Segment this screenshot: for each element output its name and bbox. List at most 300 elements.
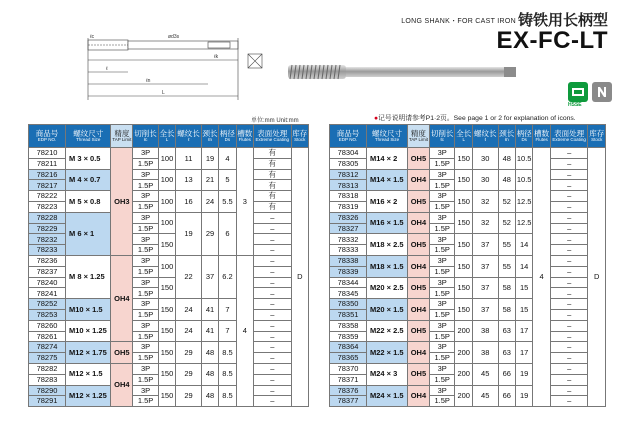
edp-cell: 78351 bbox=[330, 309, 367, 320]
tolerance-cell: OH5 bbox=[407, 191, 429, 213]
col-ds bbox=[515, 125, 532, 148]
col-l bbox=[176, 125, 202, 148]
thread-length-cell: 37 bbox=[472, 277, 498, 299]
table-row bbox=[29, 299, 309, 310]
edp-cell: 78318 bbox=[330, 191, 367, 202]
tolerance-cell: OH5 bbox=[407, 363, 429, 385]
lc-cell: 3P bbox=[133, 212, 159, 223]
shank-dia-cell: 17 bbox=[515, 320, 532, 342]
length-cell: 100 bbox=[158, 255, 175, 277]
coating-cell: – bbox=[550, 245, 588, 256]
lc-cell: 3P bbox=[133, 277, 159, 288]
col-thread-cn: 螺纹尺寸 bbox=[371, 128, 402, 138]
thread-cell: M18 × 2.5 bbox=[367, 234, 408, 256]
thread-cell: M10 × 1.5 bbox=[66, 299, 111, 321]
length-cell: 150 bbox=[158, 320, 175, 342]
length-cell: 150 bbox=[455, 212, 472, 234]
edp-cell: 78253 bbox=[29, 309, 66, 320]
table-row bbox=[29, 385, 309, 396]
coating-cell: 有 bbox=[254, 169, 292, 180]
lc-cell: 1.5P bbox=[429, 266, 455, 277]
neck-length-cell: 55 bbox=[498, 255, 515, 277]
coating-cell: – bbox=[550, 148, 588, 159]
coating-cell: – bbox=[550, 191, 588, 202]
edp-cell: 78376 bbox=[330, 385, 367, 396]
col-thread bbox=[367, 125, 408, 148]
col-L bbox=[158, 125, 175, 148]
neck-length-cell: 63 bbox=[498, 320, 515, 342]
tap-product-image bbox=[286, 58, 518, 86]
length-cell: 150 bbox=[158, 385, 175, 407]
edp-cell: 78319 bbox=[330, 201, 367, 212]
spec-table-right bbox=[329, 124, 606, 407]
col-l-en: ℓ bbox=[484, 137, 486, 142]
coating-cell: – bbox=[254, 331, 292, 342]
neck-length-cell: 66 bbox=[498, 385, 515, 407]
length-cell: 150 bbox=[455, 148, 472, 170]
edp-cell: 78260 bbox=[29, 320, 66, 331]
neck-length-cell: 41 bbox=[201, 320, 218, 342]
col-edp bbox=[29, 125, 66, 148]
thread-length-cell: 45 bbox=[472, 385, 498, 407]
coating-cell: – bbox=[254, 374, 292, 385]
edp-cell: 78305 bbox=[330, 158, 367, 169]
thread-length-cell: 13 bbox=[176, 169, 202, 191]
table-row bbox=[330, 148, 606, 159]
neck-length-cell: 55 bbox=[498, 234, 515, 256]
thread-length-cell: 32 bbox=[472, 212, 498, 234]
col-l-cn: 螺纹长 bbox=[473, 128, 497, 138]
thread-length-cell: 32 bbox=[472, 191, 498, 213]
lc-cell: 1.5P bbox=[133, 353, 159, 364]
table-row bbox=[330, 212, 606, 223]
tolerance-cell: OH5 bbox=[407, 320, 429, 342]
table-row bbox=[29, 212, 309, 223]
coating-cell: – bbox=[550, 385, 588, 396]
neck-length-cell: 24 bbox=[201, 191, 218, 213]
lc-cell: 1.5P bbox=[133, 266, 159, 277]
shank-dia-cell: 10.5 bbox=[515, 169, 532, 191]
thread-length-cell: 38 bbox=[472, 320, 498, 342]
col-tol-en: TAP Limit bbox=[112, 137, 132, 142]
icon-explanation-note bbox=[374, 112, 576, 122]
shank-dia-cell: 12.5 bbox=[515, 191, 532, 213]
col-coat bbox=[254, 125, 292, 148]
shank-dia-cell: 5 bbox=[219, 169, 236, 191]
neck-length-cell: 19 bbox=[201, 148, 218, 170]
col-ln-cn: 颈长 bbox=[499, 128, 515, 138]
coating-cell: – bbox=[254, 266, 292, 277]
thread-length-cell: 22 bbox=[176, 255, 202, 298]
series-subtitle: LONG SHANK・FOR CAST IRON bbox=[401, 18, 516, 25]
unit-note: 单位:mm Unit:mm bbox=[251, 118, 299, 124]
flutes-cell: 4 bbox=[533, 148, 550, 407]
col-thread-en: Thread Size bbox=[76, 137, 101, 142]
coating-cell: – bbox=[550, 299, 588, 310]
tolerance-cell: OH4 bbox=[407, 255, 429, 277]
lc-cell: 3P bbox=[429, 191, 455, 202]
edp-cell: 78237 bbox=[29, 266, 66, 277]
lc-cell: 1.5P bbox=[429, 309, 455, 320]
col-ds-en: Ds bbox=[224, 137, 231, 142]
thread-cell: M 5 × 0.8 bbox=[66, 191, 111, 213]
lc-cell: 1.5P bbox=[429, 331, 455, 342]
table-row bbox=[330, 191, 606, 202]
series-title-cn: 铸铁用长柄型 bbox=[517, 12, 608, 29]
neck-length-cell: 37 bbox=[201, 255, 218, 298]
thread-length-cell: 37 bbox=[472, 255, 498, 277]
edp-cell: 78332 bbox=[330, 234, 367, 245]
col-L-cn: 全长 bbox=[159, 128, 175, 138]
thread-cell: M14 × 2 bbox=[367, 148, 408, 170]
tolerance-cell: OH4 bbox=[111, 255, 133, 341]
col-l-cn: 螺纹长 bbox=[177, 128, 200, 138]
coating-cell: – bbox=[254, 234, 292, 245]
length-cell: 150 bbox=[158, 299, 175, 321]
shank-dia-cell: 8.5 bbox=[219, 342, 236, 364]
thread-cell: M 8 × 1.25 bbox=[66, 255, 111, 298]
tolerance-cell: OH5 bbox=[407, 277, 429, 299]
coating-cell: 有 bbox=[254, 201, 292, 212]
col-coat-en: Extreme Coating bbox=[552, 137, 586, 142]
table-row bbox=[330, 169, 606, 180]
tolerance-cell: OH4 bbox=[407, 342, 429, 364]
edp-cell: 78377 bbox=[330, 396, 367, 407]
col-stock-en: Stock bbox=[591, 137, 603, 142]
col-lc-cn: 切削长 bbox=[134, 128, 157, 138]
coating-cell: – bbox=[550, 342, 588, 353]
thread-length-cell: 30 bbox=[472, 169, 498, 191]
coating-cell: – bbox=[550, 266, 588, 277]
col-lc-en: ℓc bbox=[440, 137, 445, 142]
shank-dia-cell: 15 bbox=[515, 277, 532, 299]
lc-cell: 1.5P bbox=[429, 158, 455, 169]
edp-cell: 78240 bbox=[29, 277, 66, 288]
coating-cell: – bbox=[254, 299, 292, 310]
thread-length-cell: 38 bbox=[472, 342, 498, 364]
table-row bbox=[330, 277, 606, 288]
label-ln: ℓn bbox=[146, 78, 151, 84]
neck-length-cell: 21 bbox=[201, 169, 218, 191]
length-cell: 100 bbox=[158, 169, 175, 191]
col-ds-cn: 柄径 bbox=[219, 128, 235, 138]
tolerance-cell: OH4 bbox=[407, 212, 429, 234]
edp-cell: 78370 bbox=[330, 363, 367, 374]
lc-cell: 3P bbox=[133, 234, 159, 245]
lc-cell: 1.5P bbox=[429, 396, 455, 407]
coating-cell: – bbox=[550, 255, 588, 266]
length-cell: 100 bbox=[158, 212, 175, 234]
shank-dia-cell: 8.5 bbox=[219, 385, 236, 407]
table-row bbox=[330, 342, 606, 353]
note-text: 记号说明请参考P1·2页。See page 1 or 2 for explanation of icons. bbox=[378, 115, 576, 122]
shank-dia-cell: 17 bbox=[515, 342, 532, 364]
label-lc: ℓc bbox=[90, 34, 95, 40]
col-L-en: L bbox=[165, 137, 169, 142]
thread-cell: M12 × 1.25 bbox=[66, 385, 111, 407]
edp-cell: 78233 bbox=[29, 245, 66, 256]
neck-length-cell: 63 bbox=[498, 342, 515, 364]
edp-cell: 78364 bbox=[330, 342, 367, 353]
neck-length-cell: 48 bbox=[498, 148, 515, 170]
edp-cell: 78339 bbox=[330, 266, 367, 277]
model-name: EX-FC-LT bbox=[496, 27, 608, 54]
thread-cell: M24 × 3 bbox=[367, 363, 408, 385]
coating-cell: – bbox=[550, 212, 588, 223]
neck-length-cell: 48 bbox=[201, 385, 218, 407]
thread-length-cell: 30 bbox=[472, 148, 498, 170]
col-edp bbox=[330, 125, 367, 148]
lc-cell: 1.5P bbox=[133, 158, 159, 169]
edp-cell: 78365 bbox=[330, 353, 367, 364]
edp-cell: 78291 bbox=[29, 396, 66, 407]
thread-length-cell: 37 bbox=[472, 299, 498, 321]
lc-cell: 1.5P bbox=[429, 201, 455, 212]
tolerance-cell: OH3 bbox=[111, 148, 133, 256]
bullet-icon: ● bbox=[374, 115, 379, 122]
col-l bbox=[472, 125, 498, 148]
thread-length-cell: 19 bbox=[176, 212, 202, 255]
thread-cell: M22 × 1.5 bbox=[367, 342, 408, 364]
lc-cell: 1.5P bbox=[429, 353, 455, 364]
neck-length-cell: 48 bbox=[201, 342, 218, 364]
stock-cell: D bbox=[588, 148, 606, 407]
icon-badges bbox=[568, 82, 614, 108]
lc-cell: 1.5P bbox=[133, 288, 159, 299]
header-row bbox=[330, 125, 606, 148]
col-ds-cn: 柄径 bbox=[516, 128, 532, 138]
edp-cell: 78232 bbox=[29, 234, 66, 245]
lc-cell: 1.5P bbox=[133, 396, 159, 407]
col-lc bbox=[133, 125, 159, 148]
coating-cell: – bbox=[550, 158, 588, 169]
table-row bbox=[29, 363, 309, 374]
length-cell: 100 bbox=[158, 191, 175, 213]
shank-dia-cell: 6 bbox=[219, 212, 236, 255]
tolerance-cell: OH5 bbox=[407, 234, 429, 256]
neck-length-cell: 41 bbox=[201, 299, 218, 321]
shank-dia-cell: 14 bbox=[515, 234, 532, 256]
thread-length-cell: 45 bbox=[472, 363, 498, 385]
col-tol-cn: 精度 bbox=[410, 128, 426, 138]
lc-cell: 3P bbox=[429, 169, 455, 180]
lc-cell: 1.5P bbox=[429, 223, 455, 234]
coating-cell: – bbox=[254, 288, 292, 299]
coating-cell: – bbox=[254, 342, 292, 353]
tolerance-cell: OH5 bbox=[111, 342, 133, 364]
col-thread-en: Thread Size bbox=[374, 137, 400, 142]
lc-cell: 3P bbox=[133, 255, 159, 266]
coating-cell: – bbox=[550, 353, 588, 364]
coating-cell: – bbox=[254, 277, 292, 288]
tolerance-cell: OH4 bbox=[111, 363, 133, 406]
thread-length-cell: 24 bbox=[176, 299, 202, 321]
coating-cell: – bbox=[254, 309, 292, 320]
coating-cell: 有 bbox=[254, 158, 292, 169]
length-cell: 200 bbox=[455, 320, 472, 342]
lc-cell: 3P bbox=[429, 320, 455, 331]
tolerance-cell: OH5 bbox=[407, 148, 429, 170]
shank-dia-cell: 19 bbox=[515, 385, 532, 407]
length-cell: 200 bbox=[455, 363, 472, 385]
edp-cell: 78350 bbox=[330, 299, 367, 310]
thread-cell: M14 × 1.5 bbox=[367, 169, 408, 191]
edp-cell: 78275 bbox=[29, 353, 66, 364]
table-row bbox=[29, 148, 309, 159]
length-cell: 150 bbox=[455, 299, 472, 321]
edp-cell: 78338 bbox=[330, 255, 367, 266]
lc-cell: 1.5P bbox=[133, 331, 159, 342]
coating-cell: – bbox=[254, 363, 292, 374]
neck-length-cell: 52 bbox=[498, 212, 515, 234]
coating-cell: – bbox=[550, 234, 588, 245]
edp-cell: 78312 bbox=[330, 169, 367, 180]
thread-cell: M12 × 1.5 bbox=[66, 363, 111, 385]
edp-cell: 78344 bbox=[330, 277, 367, 288]
coating-cell: – bbox=[550, 169, 588, 180]
n-icon bbox=[592, 82, 612, 102]
length-cell: 150 bbox=[455, 277, 472, 299]
col-edp-en: EDP NO. bbox=[37, 137, 57, 142]
lc-cell: 3P bbox=[133, 169, 159, 180]
lc-cell: 1.5P bbox=[133, 201, 159, 212]
col-stock bbox=[291, 125, 308, 148]
edp-cell: 78313 bbox=[330, 180, 367, 191]
col-l-en: ℓ bbox=[187, 137, 190, 142]
hsse-icon bbox=[568, 82, 588, 102]
table-row bbox=[29, 320, 309, 331]
flutes-cell: 3 bbox=[236, 148, 253, 256]
col-lc-cn: 切削长 bbox=[430, 128, 454, 138]
neck-length-cell: 48 bbox=[498, 169, 515, 191]
lc-cell: 1.5P bbox=[429, 374, 455, 385]
coating-cell: – bbox=[550, 363, 588, 374]
length-cell: 200 bbox=[455, 342, 472, 364]
edp-cell: 78282 bbox=[29, 363, 66, 374]
length-cell: 200 bbox=[455, 385, 472, 407]
shank-dia-cell: 12.5 bbox=[515, 212, 532, 234]
lc-cell: 1.5P bbox=[133, 374, 159, 385]
col-coat-en: Extreme Coating bbox=[255, 137, 290, 142]
shank-dia-cell: 10.5 bbox=[515, 148, 532, 170]
edp-cell: 78304 bbox=[330, 148, 367, 159]
thread-length-cell: 37 bbox=[472, 234, 498, 256]
table-row bbox=[29, 191, 309, 202]
lc-cell: 3P bbox=[429, 385, 455, 396]
coating-cell: 有 bbox=[254, 148, 292, 159]
thread-length-cell: 29 bbox=[176, 342, 202, 364]
lc-cell: 1.5P bbox=[429, 288, 455, 299]
tolerance-cell: OH4 bbox=[407, 385, 429, 407]
edp-cell: 78228 bbox=[29, 212, 66, 223]
lc-cell: 3P bbox=[133, 385, 159, 396]
coating-cell: – bbox=[254, 212, 292, 223]
coating-cell: – bbox=[550, 331, 588, 342]
thread-cell: M20 × 2.5 bbox=[367, 277, 408, 299]
thread-length-cell: 11 bbox=[176, 148, 202, 170]
col-lc bbox=[429, 125, 455, 148]
table-row bbox=[330, 320, 606, 331]
lc-cell: 1.5P bbox=[429, 245, 455, 256]
tap-dimension-drawing bbox=[68, 30, 288, 108]
stock-cell: D bbox=[291, 148, 308, 407]
coating-cell: – bbox=[550, 320, 588, 331]
coating-cell: 有 bbox=[254, 191, 292, 202]
thread-cell: M 4 × 0.7 bbox=[66, 169, 111, 191]
edp-cell: 78252 bbox=[29, 299, 66, 310]
thread-length-cell: 24 bbox=[176, 320, 202, 342]
table-row bbox=[330, 234, 606, 245]
col-coat-cn: 表面处理 bbox=[554, 128, 585, 138]
col-stock bbox=[588, 125, 606, 148]
edp-cell: 78236 bbox=[29, 255, 66, 266]
lc-cell: 3P bbox=[133, 320, 159, 331]
col-ln-cn: 颈长 bbox=[202, 128, 218, 138]
hsse-label: HSSE bbox=[568, 102, 582, 108]
table-row bbox=[29, 342, 309, 353]
coating-cell: – bbox=[254, 223, 292, 234]
coating-cell: – bbox=[550, 223, 588, 234]
header-row bbox=[29, 125, 309, 148]
neck-length-cell: 66 bbox=[498, 363, 515, 385]
shank-dia-cell: 14 bbox=[515, 255, 532, 277]
edp-cell: 78223 bbox=[29, 201, 66, 212]
coating-cell: – bbox=[254, 245, 292, 256]
lc-cell: 3P bbox=[429, 363, 455, 374]
thread-length-cell: 29 bbox=[176, 385, 202, 407]
edp-cell: 78216 bbox=[29, 169, 66, 180]
table-row bbox=[330, 385, 606, 396]
col-flutes bbox=[533, 125, 550, 148]
coating-cell: – bbox=[254, 255, 292, 266]
shank-dia-cell: 19 bbox=[515, 363, 532, 385]
thread-length-cell: 29 bbox=[176, 363, 202, 385]
label-kc: ℓk bbox=[214, 54, 219, 60]
lc-cell: 3P bbox=[429, 299, 455, 310]
neck-length-cell: 58 bbox=[498, 277, 515, 299]
col-stock-cn: 库存 bbox=[589, 128, 605, 138]
spec-table-left bbox=[28, 124, 309, 407]
shank-dia-cell: 15 bbox=[515, 299, 532, 321]
edp-cell: 78229 bbox=[29, 223, 66, 234]
edp-cell: 78359 bbox=[330, 331, 367, 342]
coating-cell: – bbox=[550, 396, 588, 407]
edp-cell: 78217 bbox=[29, 180, 66, 191]
edp-cell: 78261 bbox=[29, 331, 66, 342]
edp-cell: 78241 bbox=[29, 288, 66, 299]
col-tol bbox=[407, 125, 429, 148]
table-row bbox=[29, 169, 309, 180]
coating-cell: – bbox=[550, 374, 588, 385]
col-thread-cn: 螺纹尺寸 bbox=[73, 128, 104, 138]
lc-cell: 3P bbox=[429, 342, 455, 353]
edp-cell: 78210 bbox=[29, 148, 66, 159]
col-L bbox=[455, 125, 472, 148]
thread-cell: M 6 × 1 bbox=[66, 212, 111, 255]
tolerance-cell: OH4 bbox=[407, 299, 429, 321]
coating-cell: – bbox=[254, 385, 292, 396]
length-cell: 150 bbox=[158, 363, 175, 385]
col-tol-en: TAP Limit bbox=[408, 137, 428, 142]
lc-cell: 3P bbox=[133, 342, 159, 353]
coating-cell: – bbox=[254, 320, 292, 331]
label-L: L bbox=[162, 90, 165, 96]
thread-cell: M16 × 2 bbox=[367, 191, 408, 213]
coating-cell: – bbox=[550, 309, 588, 320]
col-ln-en: ℓn bbox=[504, 137, 509, 142]
table-row bbox=[29, 255, 309, 266]
col-stock-cn: 库存 bbox=[292, 128, 308, 138]
